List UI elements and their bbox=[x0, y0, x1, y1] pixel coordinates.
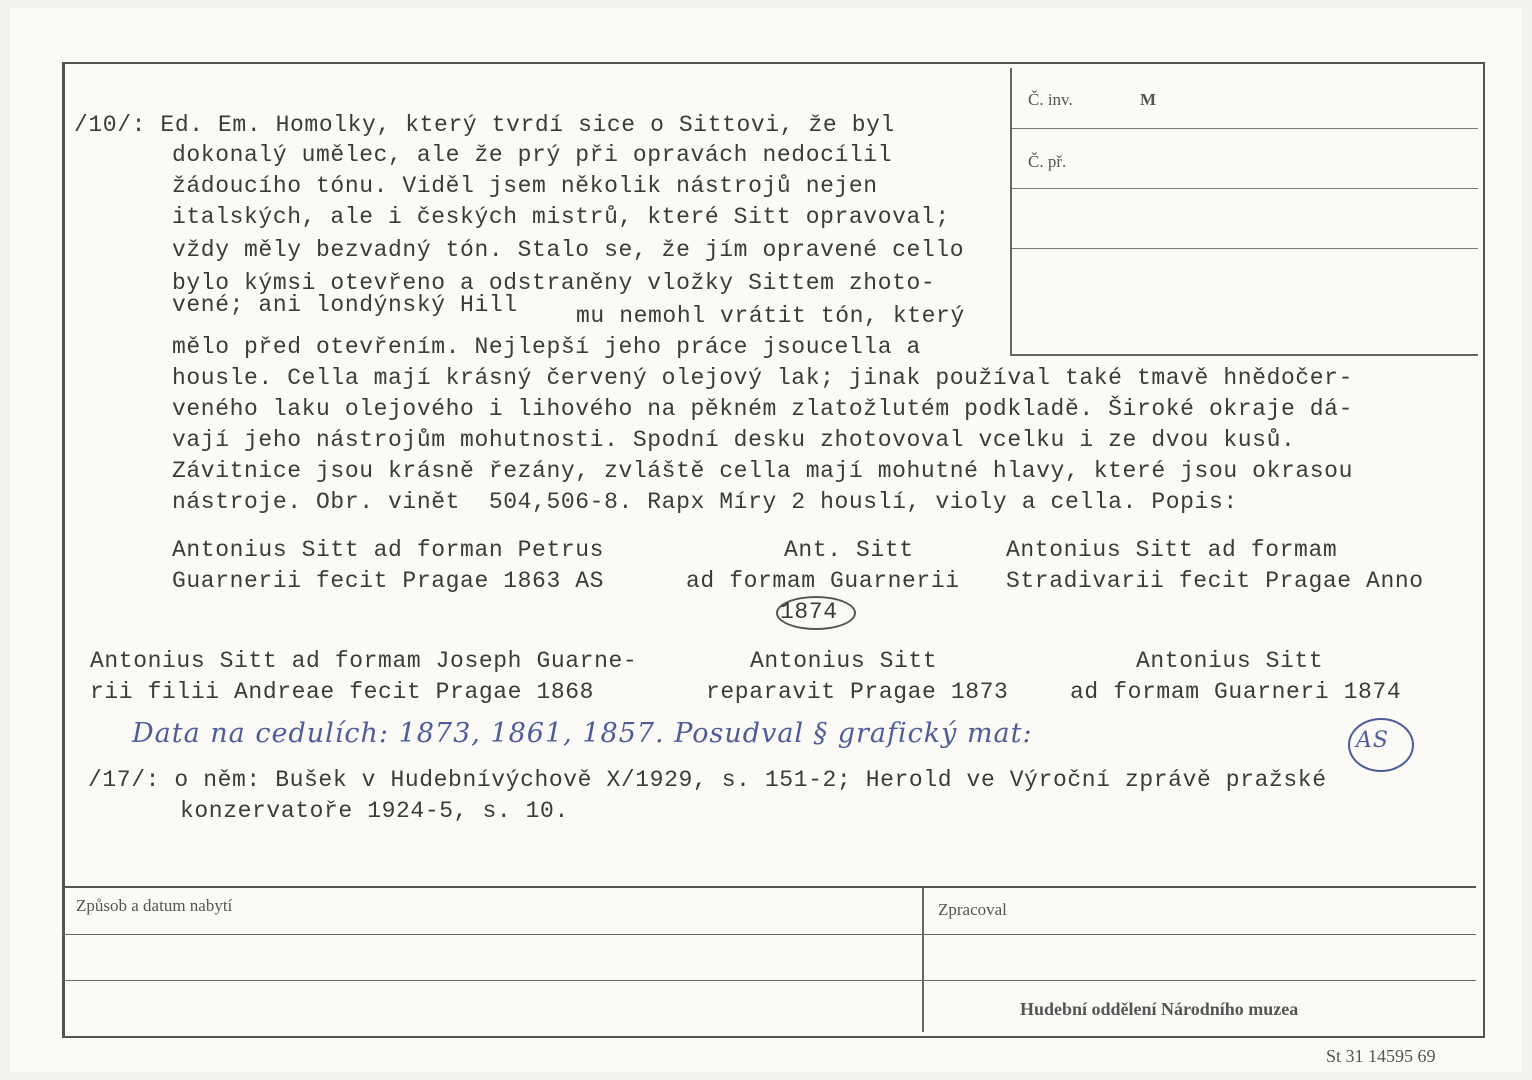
label-text: ad formam Guarneri 1874 bbox=[1070, 679, 1402, 705]
body-line: Závitnice jsou krásně řezány, zvláště cella mají mohutné hlavy, které jsou okrasou bbox=[172, 458, 1353, 484]
label-text: Antonius Sitt ad formam bbox=[1006, 537, 1338, 563]
label-text: ad formam Guarnerii bbox=[686, 568, 960, 594]
label-text: 1874 bbox=[780, 599, 838, 625]
processed-by-label: Zpracoval bbox=[938, 900, 1007, 919]
body-line: /10/: Ed. Em. Homolky, který tvrdí sice o Sittovi, že byl bbox=[74, 112, 895, 138]
handwritten-note: Data na cedulích: 1873, 1861, 1857. Posudval § grafický mat: bbox=[132, 718, 1033, 749]
body-line: nástroje. Obr. vinět 504,506-8. Rapx Míry 2 houslí, violy a cella. Popis: bbox=[172, 489, 1238, 515]
body-line: vené; ani londýnský Hill bbox=[172, 292, 518, 318]
handwritten-initials: AS bbox=[1356, 728, 1389, 753]
label-text: Antonius Sitt ad formam Joseph Guarne- bbox=[90, 648, 638, 674]
reference-line: /17/: o něm: Bušek v Hudebnívýchově X/1929, s. 151-2; Herold ve Výroční zprávě pražské bbox=[88, 767, 1327, 793]
acquisition-label: Způsob a datum nabytí bbox=[76, 896, 233, 915]
body-line: mu nemohl vrátit tón, který bbox=[576, 303, 965, 329]
body-line: žádoucího tónu. Viděl jsem několik nástrojů nejen bbox=[172, 173, 878, 199]
reference-line: konzervatoře 1924-5, s. 10. bbox=[180, 798, 569, 824]
body-line: italských, ale i českých mistrů, které Sitt opravoval; bbox=[172, 204, 950, 230]
inventory-divider bbox=[1012, 128, 1478, 129]
inventory-box bbox=[1010, 68, 1478, 356]
form-line bbox=[62, 934, 922, 935]
inventory-divider bbox=[1012, 188, 1478, 189]
body-line: housle. Cella mají krásný červený olejový lak; jinak používal také tmavě hnědočer- bbox=[172, 365, 1353, 391]
body-line: vají jeho nástrojům mohutnosti. Spodní desku zhotovoval vcelku i ze dvou kusů. bbox=[172, 427, 1296, 453]
label-text: Ant. Sitt bbox=[784, 537, 914, 563]
label-text: reparavit Pragae 1873 bbox=[706, 679, 1009, 705]
form-line bbox=[62, 980, 1476, 981]
inventory-number-label: Č. inv. bbox=[1028, 90, 1073, 109]
acquisition-section bbox=[62, 886, 1476, 1034]
print-code: St 31 14595 69 bbox=[1326, 1046, 1436, 1066]
body-line: dokonalý umělec, ale že prý při opravách nedocílil bbox=[172, 142, 893, 168]
inventory-divider bbox=[1012, 248, 1478, 249]
museum-name: Hudební oddělení Národního muzea bbox=[1020, 999, 1299, 1019]
label-text: Antonius Sitt ad forman Petrus bbox=[172, 537, 605, 563]
body-line: bylo kýmsi otevřeno a odstraněny vložky Sittem zhoto- bbox=[172, 270, 936, 296]
label-text: Stradivarii fecit Pragae Anno bbox=[1006, 568, 1424, 594]
body-line: vždy měly bezvadný tón. Stalo se, že jím opravené cello bbox=[172, 237, 965, 263]
body-line: mělo před otevřením. Nejlepší jeho práce jsoucella a bbox=[172, 334, 921, 360]
label-text: Guarnerii fecit Pragae 1863 AS bbox=[172, 568, 605, 594]
form-line bbox=[922, 934, 1476, 935]
body-line: veného laku olejového i lihového na pěkném zlatožlutém podkladě. Široké okraje dá- bbox=[172, 396, 1353, 422]
inventory-number-value: M bbox=[1140, 90, 1157, 109]
accession-number-label: Č. př. bbox=[1028, 152, 1067, 171]
label-text: rii filii Andreae fecit Pragae 1868 bbox=[90, 679, 595, 705]
label-text: Antonius Sitt bbox=[750, 648, 938, 674]
label-text: Antonius Sitt bbox=[1136, 648, 1324, 674]
column-divider bbox=[922, 888, 924, 1032]
